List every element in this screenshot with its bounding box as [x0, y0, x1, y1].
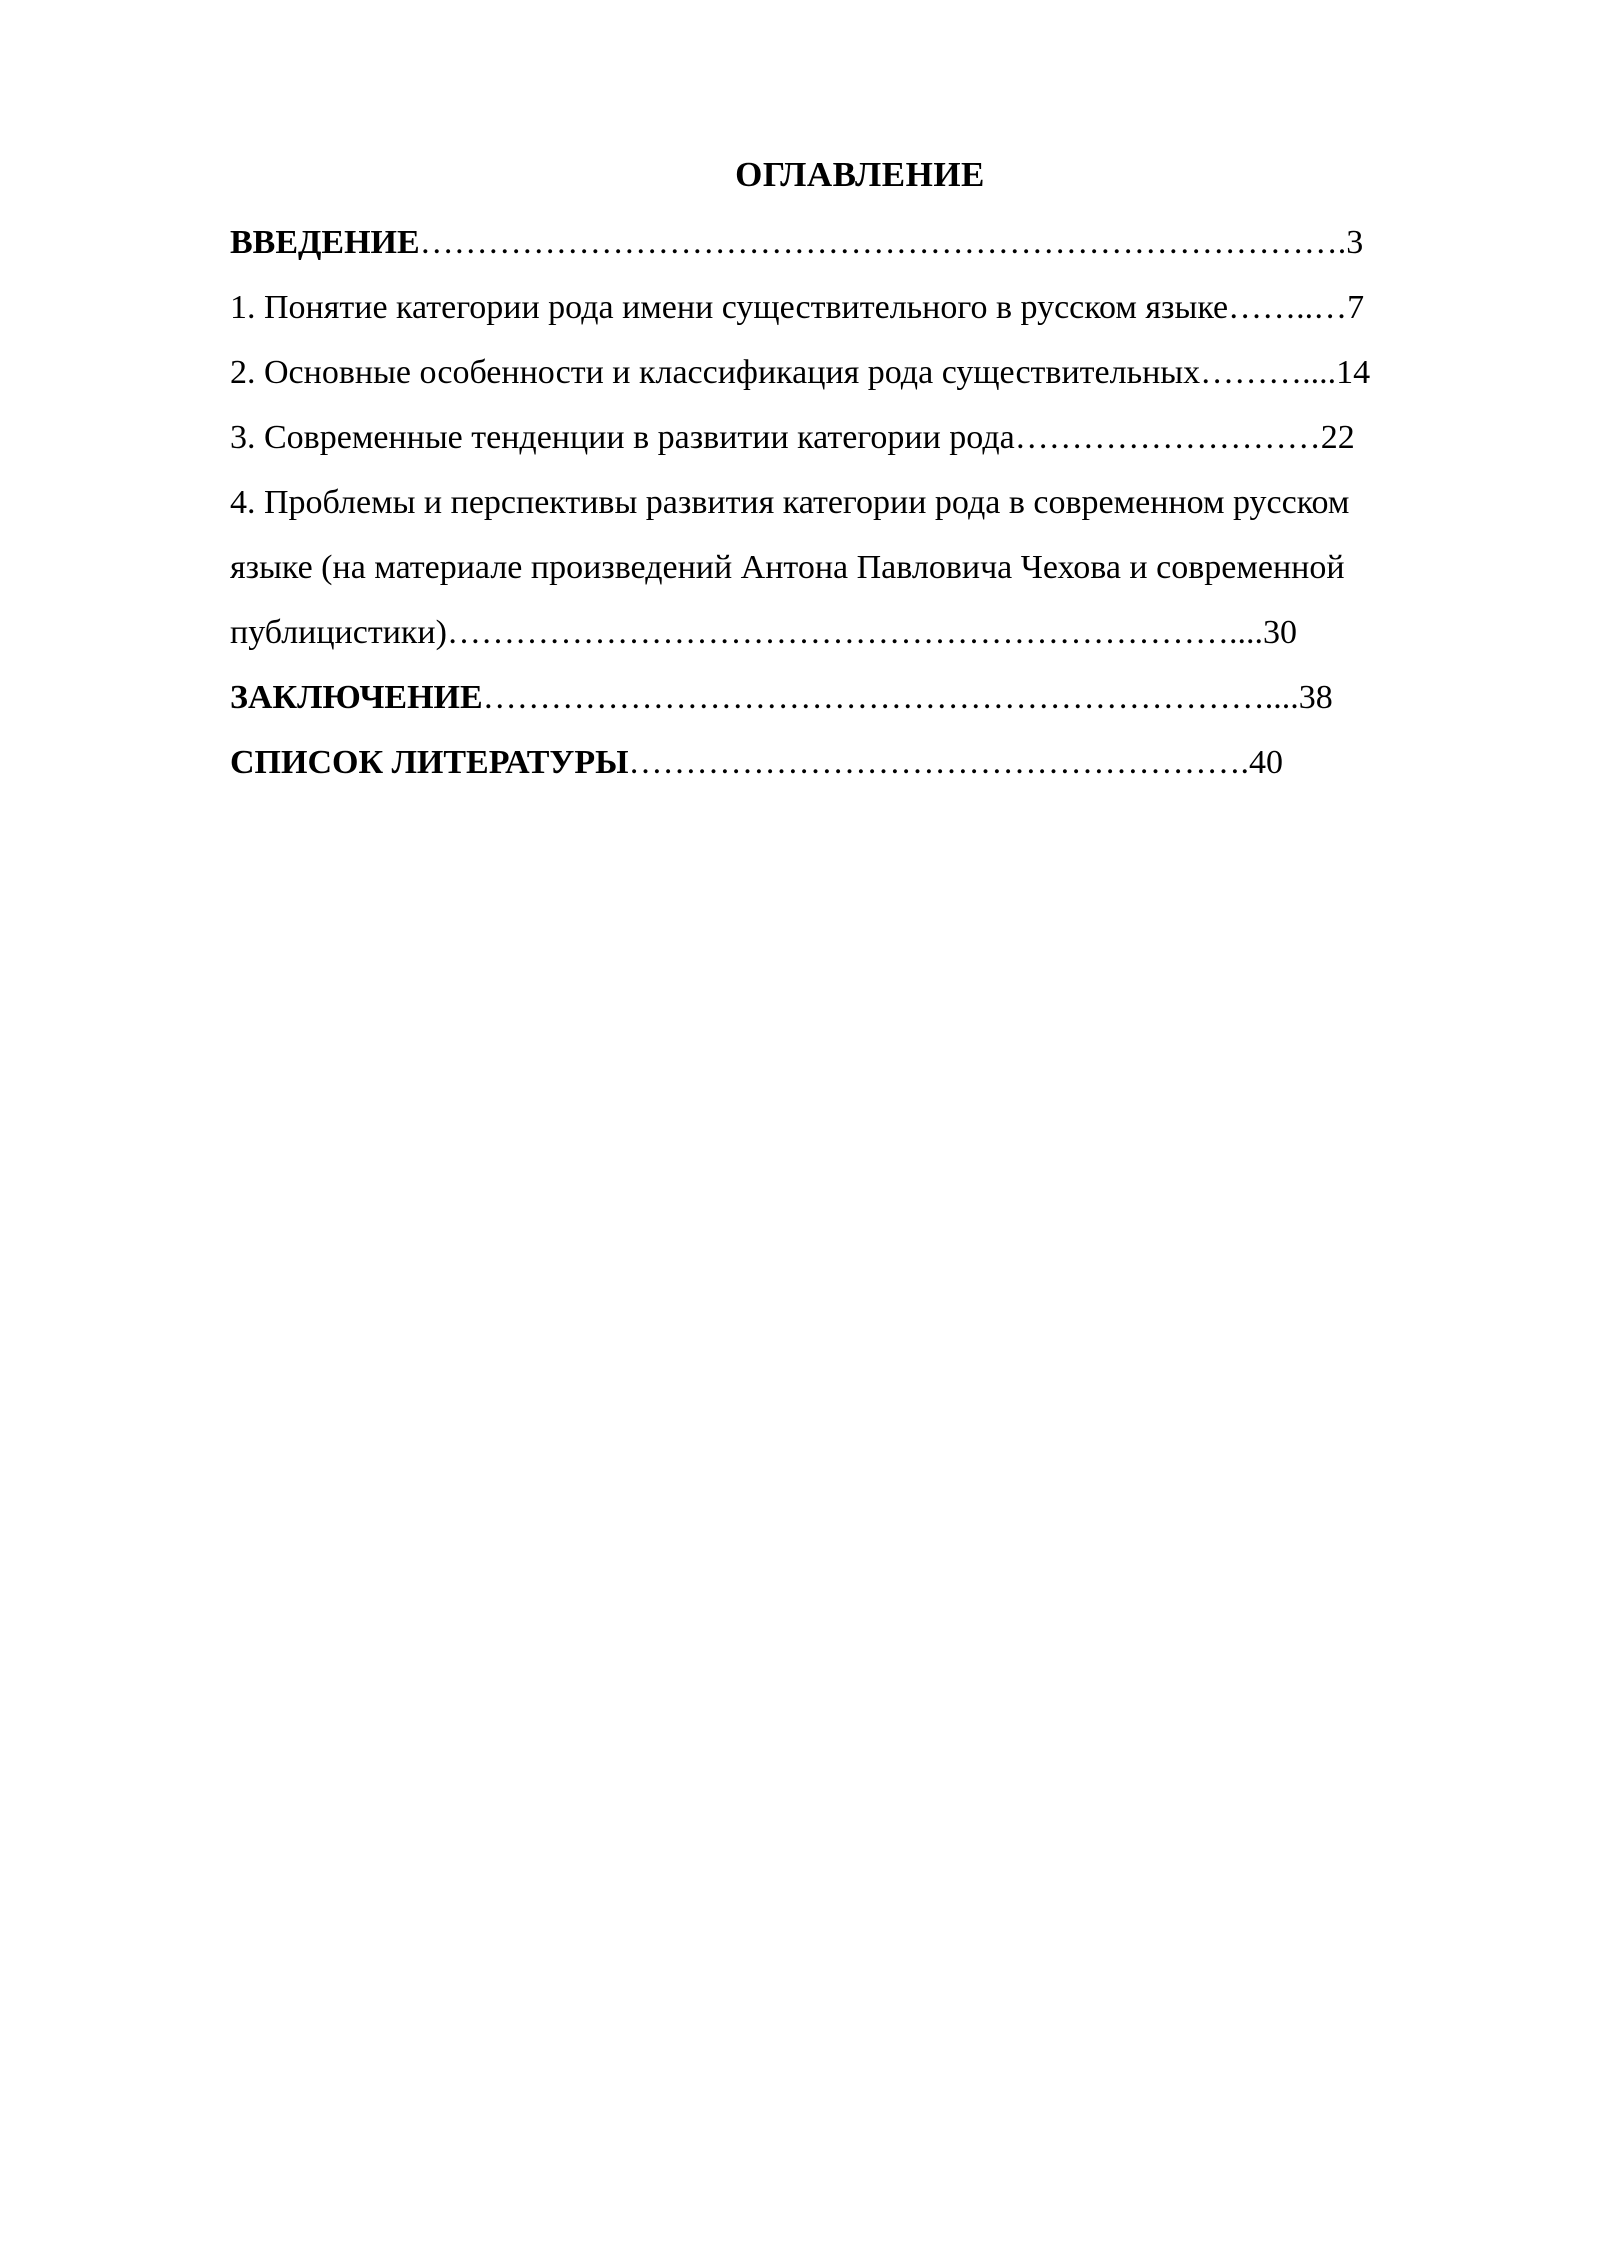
toc-entry-text: СПИСОК ЛИТЕРАТУРЫ: [230, 744, 629, 781]
toc-entry-introduction[interactable]: [230, 210, 1490, 275]
toc-entry-text: 3. Современные тенденции в развитии категории рода: [230, 419, 1015, 456]
toc-entry-page: ..30: [1245, 614, 1297, 651]
toc-entry-conclusion[interactable]: [230, 665, 1490, 730]
toc-entry-text: 1. Понятие категории рода имени существительного в русском языке: [230, 289, 1229, 326]
toc-entry-dots: ………………………: [1014, 419, 1321, 456]
toc-entry-page: 3: [1346, 224, 1364, 261]
toc-entry-dots: ………..: [1200, 354, 1320, 391]
toc-entry-page: 22: [1320, 419, 1355, 456]
toc-entry-page: 40: [1249, 744, 1284, 781]
toc-entry-text: публицистики): [230, 614, 447, 651]
toc-entry-page: ..38: [1281, 679, 1333, 716]
toc-entry-dots: ……………………………………………………………………….: [419, 224, 1347, 261]
toc-title: [0, 150, 1600, 200]
toc-entry-dots: ……………………………………………………………..: [482, 679, 1282, 716]
toc-entry-chapter-3[interactable]: [230, 405, 1490, 470]
toc-entry-line-1: 4. Проблемы и перспективы развития категории рода в современном русском: [230, 484, 1350, 521]
toc-entry-page: 7: [1347, 289, 1365, 326]
toc-entry-chapter-1[interactable]: [230, 275, 1490, 340]
toc-list: [230, 210, 1490, 795]
toc-entry-text: 2. Основные особенности и классификация рода существительных: [230, 354, 1201, 391]
toc-entry-dots: ……………………………………………………………..: [446, 614, 1246, 651]
toc-entry-dots: ……………………………………………….: [628, 744, 1250, 781]
toc-entry-page: ..14: [1319, 354, 1371, 391]
toc-entry-text: ЗАКЛЮЧЕНИЕ: [230, 679, 483, 716]
toc-entry-line-2: языке (на материале произведений Антона Павловича Чехова и современной: [230, 549, 1345, 586]
toc-entry-dots: ……..…: [1228, 289, 1348, 326]
toc-entry-chapter-4[interactable]: [230, 470, 1490, 665]
toc-entry-bibliography[interactable]: [230, 730, 1490, 795]
toc-entry-chapter-2[interactable]: [230, 340, 1490, 405]
toc-entry-text: ВВЕДЕНИЕ: [230, 224, 420, 261]
toc-title-text: ОГЛАВЛЕНИЕ: [735, 155, 985, 194]
